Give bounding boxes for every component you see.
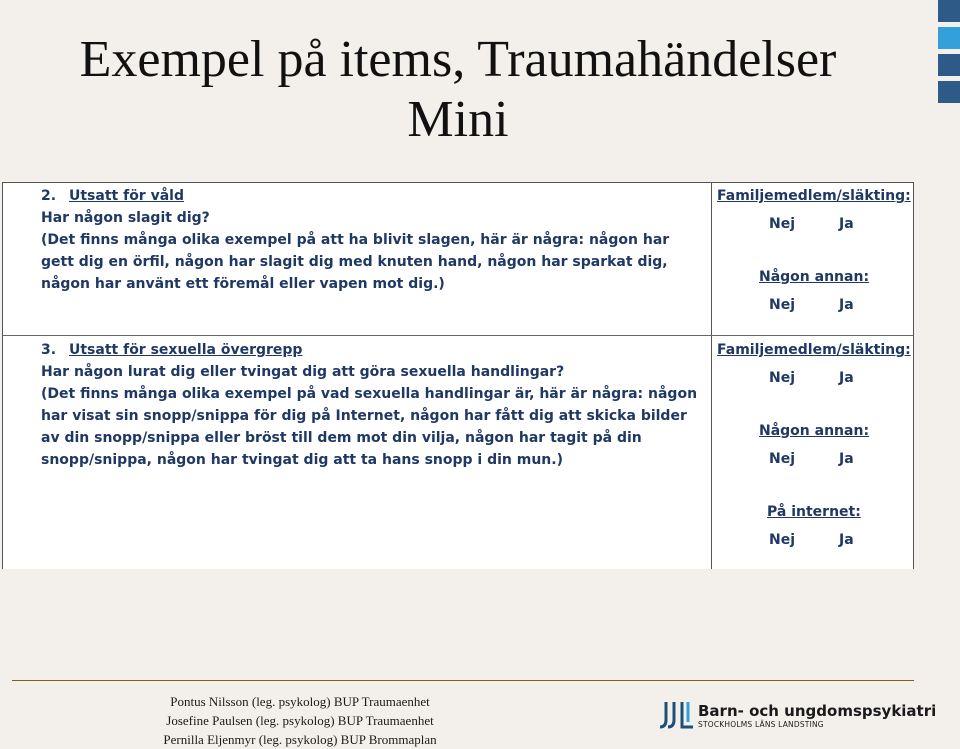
option-yes[interactable]: Ja xyxy=(839,532,854,548)
footer-divider xyxy=(12,680,914,681)
option-no[interactable]: Nej xyxy=(769,216,796,232)
item-question: Har någon lurat dig eller tvingat dig att göra sexuella handlingar? xyxy=(41,364,565,380)
items-table xyxy=(2,182,914,569)
option-no[interactable]: Nej xyxy=(769,451,796,467)
option-yes[interactable]: Ja xyxy=(839,370,854,386)
logo-subtext: STOCKHOLMS LÄNS LANDSTING xyxy=(698,720,824,729)
option-no[interactable]: Nej xyxy=(769,370,796,386)
organization-logo xyxy=(660,700,937,732)
item-number: 3. xyxy=(41,342,57,358)
group-label-other: Någon annan: xyxy=(759,269,870,285)
credit-line: Pontus Nilsson (leg. psykolog) BUP Traumaenhet xyxy=(170,694,430,709)
option-yes[interactable]: Ja xyxy=(839,451,854,467)
group-label-internet: På internet: xyxy=(767,504,861,520)
footer-credits xyxy=(110,692,490,749)
item-row xyxy=(3,183,913,336)
item-examples: (Det finns många olika exempel på att ha blivit slagen, här är några: någon har gett dig en örfil, någon har slagit dig med knuten hand, någon har sparkat dig, någon har använt ett föremål eller vapen mot dig.) xyxy=(41,232,670,292)
item-heading: Utsatt för sexuella övergrepp xyxy=(69,342,303,358)
slide-title xyxy=(0,30,916,150)
title-line-1: Exempel på items, Traumahändelser xyxy=(79,31,837,88)
item-examples: (Det finns många olika exempel på vad sexuella handlingar är, här är några: någon har visat sin snopp/snippa för dig på Internet, någon har fått dig att skicka bilder av din snopp/snippa eller bröst till dem mot din vilja, någon har tagit på din snopp/snippa, någon har tvingat dig att ta hans snopp i din mun.) xyxy=(41,386,698,468)
item-number: 2. xyxy=(41,188,57,204)
credit-line: Pernilla Eljenmyr (leg. psykolog) BUP Brommaplan xyxy=(163,732,437,747)
item-heading: Utsatt för våld xyxy=(69,188,184,204)
option-no[interactable]: Nej xyxy=(769,297,796,313)
option-yes[interactable]: Ja xyxy=(839,216,854,232)
logo-text: Barn- och ungdomspsykiatri xyxy=(698,702,937,720)
logo-mark-icon xyxy=(660,700,694,730)
answer-options xyxy=(717,185,913,347)
credit-line: Josefine Paulsen (leg. psykolog) BUP Traumaenhet xyxy=(166,713,434,728)
group-label-other: Någon annan: xyxy=(759,423,870,439)
title-line-2: Mini xyxy=(407,91,509,148)
item-row xyxy=(3,337,913,569)
group-label-family: Familjemedlem/släkting: xyxy=(717,188,911,204)
option-no[interactable]: Nej xyxy=(769,532,796,548)
corner-decoration xyxy=(938,0,960,110)
group-label-family: Familjemedlem/släkting: xyxy=(717,342,911,358)
item-question: Har någon slagit dig? xyxy=(41,210,210,226)
answer-options xyxy=(717,339,913,582)
item-question-cell xyxy=(41,185,706,295)
option-yes[interactable]: Ja xyxy=(839,297,854,313)
item-question-cell xyxy=(41,339,706,471)
